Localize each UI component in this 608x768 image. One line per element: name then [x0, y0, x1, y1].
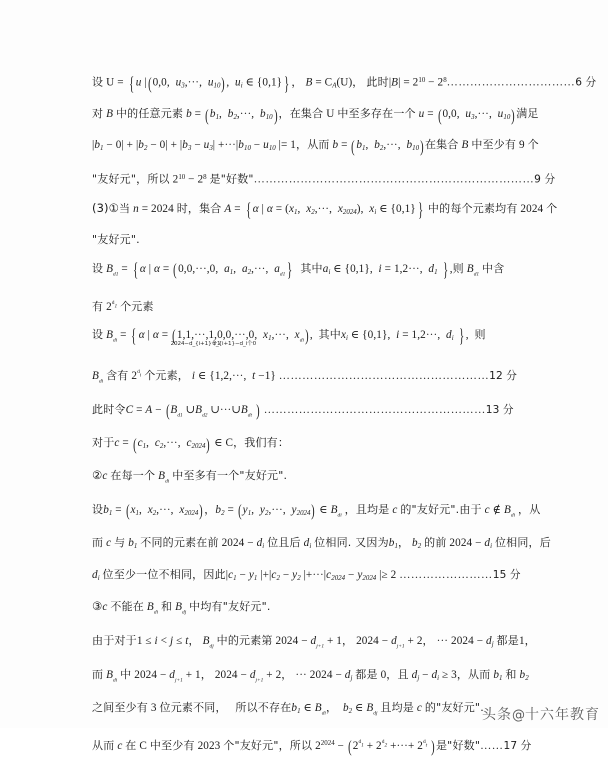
solution-line-13: ②c 在每一个 $B_{_{di}}$ 中至多有一个"友好元". [92, 467, 288, 485]
solution-line-3: $|b_1 - 0| + |b_2 - 0| + |b_3 - u_3| +\cdot\cdot\cdot|b_{10} - u_{10}$ |= 1，从而 $b = (b_1$, $b_2,\cdot\cdot\cdot$, $b_{10}$)在集合 B 中至少有 9 个 [92, 136, 539, 156]
solution-line-7: 设 $B_{_{d1}}$ = { α | α = (0,0,···,0, $a_1$, $a_2,\cdot\cdot\cdot$, $a_{_{d1}}$ } 其中$a_i$ ∈ {0,1}, i = 1,2···, $d_1$ } ,则 $B_{_{d1}}$ 中含 [92, 260, 505, 282]
underbrace-zeros-text: ,0,0,···,0 [214, 328, 255, 341]
solution-line-8: 有 $2^{^d_1}$ 个元素 [92, 299, 154, 313]
solution-line-5: (3)①当 n = 2024 时，集合 A = { α | $\alpha = (x_1$, $x_2,\cdot\cdot\cdot$, $x_{2024}$), $x_i$ ∈ {0,1} } 中的每个元素均有 2024 个 [92, 200, 558, 222]
watermark-brand: 头条 [482, 707, 512, 723]
leader-dots-5: …………………… [399, 568, 493, 581]
solution-line-21: 从而 c 在 C 中至少有 2023 个"友好元"，所以 $2^{2024} - (2^{^d_1} + 2^{^d_2}$ +···+ $2^{^d_t}$ )是"好数"……17 分 [92, 737, 532, 757]
part-3-label: (3)① [92, 201, 119, 216]
leader-dots-3: ……………………………………………… [278, 369, 490, 382]
solution-line-6: "友好元". [92, 233, 140, 247]
leader-dots-6: …… [480, 739, 504, 752]
leader-dots-4: ………………………………………………… [263, 403, 486, 416]
solution-line-19: 而 $B_{_{di}}$ 中 $2024 - d_{_{j+1}} + 1$， $2024 - d_{_{j+1}} + 2$， ··· $2024 - d_j$ 都是 0，且 $d_j - d_i \ge 3$，从而 $b_1$ 和 $b_2$ [92, 667, 529, 683]
solution-line-20: 之间至少有 3 位元素不同， 所以不存在$b_1$ ∈ $B_{_{di}}$， $b_2$ ∈ $B_{_{dj}}$ 且均是 c 的"友好元". [92, 701, 484, 717]
solution-line-17: ③c 不能在 $B_{_{di}}$ 和 $B_{_{dj}}$ 中均有"友好元". [92, 599, 271, 616]
solution-line-10: $B_{_{di}}$ 含有 $2^{^d_i}$ 个元素， i ∈ {1,2,···, t −1} ………………………………………………12 分 [92, 368, 517, 385]
solution-line-1: 设 U = { u |(0,0, $u_3,\cdot\cdot\cdot$, $u_{10}$), $u_i$ ∈ {0,1} } ， $B = C_A(U)$， 此时$|B| = 2^{10}$ − $2^8\dots\dots\dots\dots\dots\dots\dots\dots\dots\dots\dots 6$ 分 [92, 73, 597, 95]
item-3-label: ③ [92, 599, 103, 614]
underbrace-zeros-label: d_{i+1}−d_i个0 [212, 340, 257, 347]
underbrace-ones-label: 2024−d_{i+1}个1 [170, 340, 221, 347]
score-mark-6: 6 分 [575, 76, 597, 89]
score-mark-12: 12 分 [489, 369, 517, 382]
score-mark-17: 17 分 [503, 739, 532, 752]
watermark-account: 十六年教育 [525, 707, 600, 723]
solution-line-15: 而 c 与 $b_1$ 不同的元素在前 $2024 - d_i$ 位且后 $d_i$ 位相同. 又因为$b_1$， $b_2$ 的前 $2024 - d_i$ 位相同，后 [92, 536, 551, 551]
solution-line-14: 设$b_1 = (x_1$, $x_2,\cdot\cdot\cdot$, $x_{2024}$)，$b_2 = (y_1$, $y_2,\cdot\cdot\cdot$, $y_{2024}$) ∈ $B_{_{di}}$ ，且均是 c 的"友好元".由于 c ∉ $B_{_{di}}$ ，从 [92, 501, 541, 521]
solution-line-4: "友好元"，所以 $2^{10} - 2^8$ 是"好数"………………………………………………………………9 分 [92, 172, 556, 186]
watermark-footer [482, 704, 600, 724]
watermark-at-symbol: @ [512, 708, 525, 723]
solution-line-16: $d_i$ 位至少一位不相同，因此$|c_1 - y_1$ $|+|c_2 - y_2$ $|+\cdot\cdot\cdot|c_{2024} - y_{2024}$ |≥ 2 ……………………15 分 [92, 567, 521, 582]
item-2-label: ② [92, 467, 103, 482]
score-mark-9: 9 分 [534, 173, 556, 186]
solution-line-18: 由于对于1 ≤ i < j ≤ t， $B_{_{dj}}$ 中的元素第 $2024 - d_{_{j+1}} + 1$， $2024 - d_{_{j+1}} + 2$， ··· $2024 - d_j$ 都是1， [92, 633, 536, 650]
underbrace-ones-text: 1,1,···,1 [176, 328, 215, 341]
leader-dots-2: ……………………………………………………………… [253, 173, 535, 186]
underbrace-group-ones [170, 327, 221, 347]
underbrace-group-zeros [212, 327, 257, 347]
solution-line-9: 设 $B_{_{di}}$ = { α | α = ( 1,1,···,1 2024−d_{i+1}个1 ,0,0,···,0 d_{i+1}−d_i个0 , $x_1,\cdot\cdot\cdot$, $x_{_{di}}$), 其中$x_i$ ∈ {0,1}, i = 1,2···, $d_i$ } , 则 [92, 326, 486, 348]
leader-dots-1: …………………………… [446, 76, 576, 89]
score-mark-13: 13 分 [485, 403, 514, 416]
solution-line-11: 此时令$C = A - (B_{_{d1}}$ $\cup B_{_{d2}}$ $\cup\cdot\cdot\cdot\cup B_{_{dt}}$ ) …………………………………………………13 分 [92, 401, 514, 421]
solution-line-12: 对于$c = (c_1$, $c_2,\cdot\cdot\cdot$, $c_{2024}$) ∈ C，我们有： [92, 434, 290, 454]
solution-line-2: 对 B 中的任意元素 $b = (b_1$, $b_2,\cdot\cdot\cdot$, $b_{10}$)，在集合 U 中至多存在一个 u = (0,0, $u_3,\cdot\cdot\cdot$, $u_{10}$)满足 [92, 105, 539, 125]
score-mark-15: 15 分 [492, 568, 521, 581]
